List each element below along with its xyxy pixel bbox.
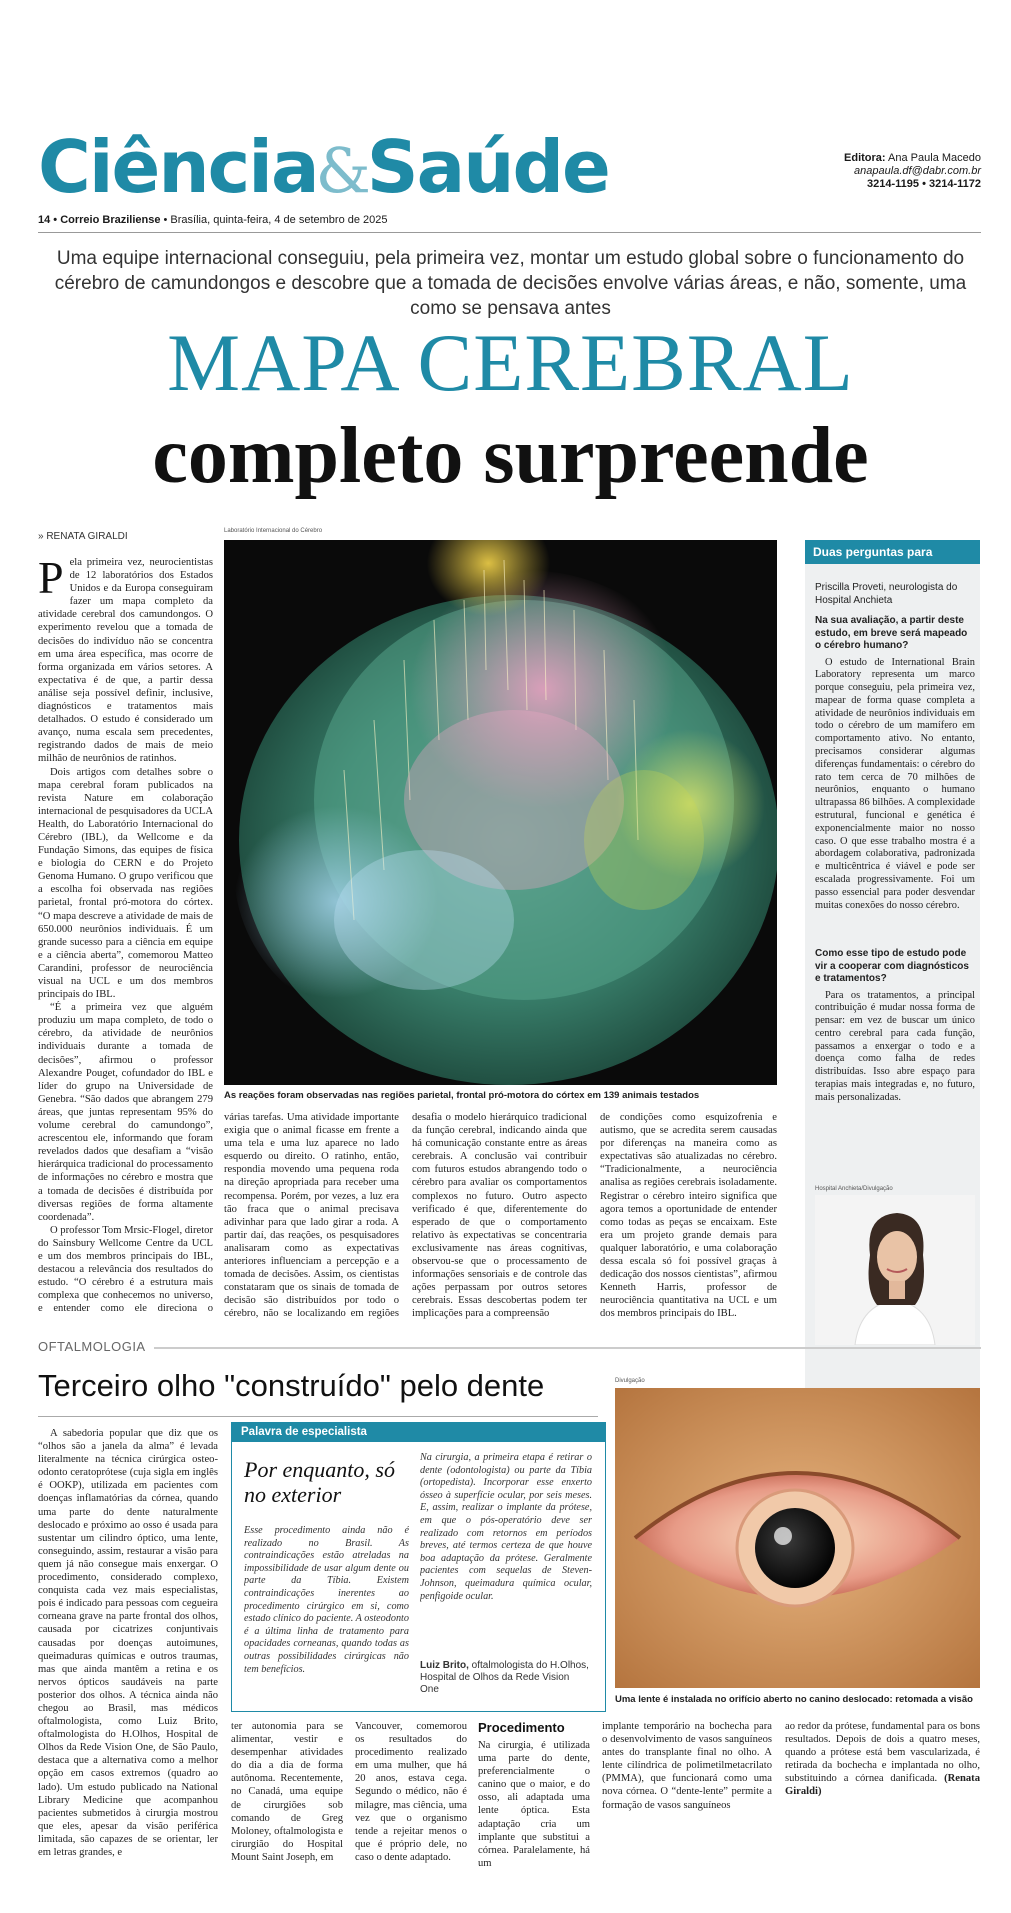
brain-image-caption: As reações foram observadas nas regiões parietal, frontal pró-motora do córtex em 139 animais testados <box>224 1090 700 1101</box>
col1-paragraph-4: O professor Tom Mrsic-Flogel, diretor do Sainsbury Wellcome Centre da UCL e um dos membros principais do IBL, destacou a relevância dos resultados do estudo. “O cérebro é a estrutura mais complexa que conhecemos no universo, e entender como ele direciona o <box>38 1224 213 1315</box>
eye-col1-text: A sabedoria popular que diz que os “olhos são a janela da alma” é levada literalmente na técnica cirúrgica osteo-odonto ceratoprótese (cuja sigla em inglês é OOKP), utilizada em pacientes com doenças inflamatórias da córnea, quando uma parte do dente naturalmente deslocado e próximo ao osso é usada para sustentar um cilindro óptico, uma lente, conseguindo, assim, restaurar a visão para quem já não consegue mais enxergar. O procedimento, considerado complexo, conquista cada vez mais especialistas, pois é indicado para pessoas com cegueira corneana grave na parte frontal dos olhos, causada por cicatrizes conjuntivais causadas por doenças autoimunes, queimaduras químicas e outros traumas, mas que ainda mantêm a retina e os nervos ópticos saudáveis na parte posterior dos olhos. A técnica ainda não chegou ao Brasil, mas médicos oftalmologista, como Luiz Brito, oftalmologista do H.Olhos, Hospital de Olhos da Rede Vision One, de São Paulo, destaca que a alternativa como a melhor opção em casos extremos (quadro ao lado). Um estudo publicado na National Library Medicine que acompanhou pacientes submetidos à cirurgia mostrou que eles, apesar da visão periférica limitada, são capazes de se orientar, ler em letras grandes, e <box>38 1428 218 1858</box>
eye-column-5 <box>602 1720 772 1900</box>
col1-paragraph-3: “É a primeira vez que alguém produziu um mapa completo, de todo o cérebro, da atividade de neurônios individuais durante a tomada de decisões”, afirmou o professor Alexandre Pouget, cofundador do IBL e líder do grupo na Universidade de Genebra. “São dados que abrangem 279 áreas, que juntas representam 95% do volume cerebral do camundongo”, acrescentou ele, informando que foram revelados dados que desafiam a “visão hierárquica tradicional do processamento de informações no cérebro e mostra que a tomada de decisões é distribuída por diversas regiões de forma altamente coordenada”. <box>38 1002 213 1223</box>
logo-ciencia: Ciência <box>38 125 318 209</box>
col2-text: várias tarefas. Uma atividade importante exigia que o animal ficasse em frente a uma tela e uma luz aparece no lado esquerdo ou direito. O ratinho, então, respondia movendo uma pequena roda na direção apropriada para receber uma recompensa. Porém, por vezes, a luz era tão fraca que o animal precisava adivinhar para que lado girar a roda. A partir daí, das reações, os pesquisadores analisaram como as expectativas anteriores influenciam a percepção e a tomada de decisões. Assim, os cientistas constataram que os sinais de tomada de decisão são distribuídos por todo o cérebro, não se localizando em regiões <box>224 1112 399 1320</box>
eye-column-6 <box>785 1720 980 1900</box>
portrait-credit: Hospital Anchieta/Divulgação <box>815 1186 893 1192</box>
interviewee: Priscilla Proveti, neurologista do Hospital Anchieta <box>815 582 958 606</box>
eye-column-4 <box>478 1720 590 1900</box>
editor-label: Editora: <box>844 152 886 164</box>
specialist-box-header: Palavra de especialista <box>231 1422 606 1442</box>
eye-col4-text: Na cirurgia, é utilizada uma parte do dente, preferencialmente o canino que o maior, e do osso, ali adaptada uma lente óptica. Esta adaptação cria um implante que substitui a córnea. Paralelamente, há um <box>478 1740 590 1869</box>
specialist-role: oftalmologista do H.Olhos, Hospital de Olhos da Rede Vision One <box>420 1660 589 1695</box>
eye-col6-signature: (Renata Giraldi) <box>785 1773 980 1798</box>
brain-image-credit: Laboratório Internacional do Cérebro <box>224 528 323 534</box>
specialist-signature <box>420 1660 590 1696</box>
main-column-4 <box>600 1111 777 1321</box>
logo-ampersand: & <box>315 134 369 207</box>
answer-1: O estudo de International Brain Laboratory representa um marco porque conseguiu, pela primeira vez, mapear de forma quase completa a atividade de neurônios individuais em todo o cérebro de um mamífero em comportamento ativo. No entanto, precisamos considerar algumas diferenças fundamentais: o cérebro do rato tem cerca de 70 milhões de neurônios, enquanto o humano ultrapassa 86 bilhões. A complexidade estrutural, funcional e genética é exponencialmente maior no nosso caso. O que esse trabalho mostra é a abordagem colaborativa, padronizada e multicêntrica é viável e pode ser escalada progressivamente. Foi um passo essencial para poder desvendar muitas conexões do nosso cérebro. <box>815 656 975 911</box>
editor-name: Ana Paula Macedo <box>888 152 981 164</box>
eye-image-caption: Uma lente é instalada no orifício aberto no canino deslocado: retomada a visão <box>615 1694 973 1705</box>
headline-line-2: completo surpreende <box>152 412 869 500</box>
interview-box-content-2 <box>815 940 975 1180</box>
eye-col3-text: Vancouver, comemorou os resultados do procedimento realizado em uma mulher, que há 20 anos, estava cega. Segundo o médico, não é milagre, mas ciência, uma vez que o organismo tende a rejeitar menos o que é próprio dele, no caso o dente adaptado. <box>355 1721 467 1863</box>
byline: » RENATA GIRALDI <box>38 531 128 542</box>
col1-paragraph-1: ela primeira vez, neurocientistas de 12 laboratórios dos Estados Unidos e da Europa conseguiram fazer um mapa completo da atividade cerebral dos camundongos. O experimento revelou que a tomada de decisões do indivíduo não se concentra em uma área específica, mas ocorre de forma organizada em vários setores. A expectativa é de que, a partir dessa análise seja possível definir, inclusive, diagnósticos e tratamentos mais detalhados. O estudo é considerado um avanço, numa escala sem precedentes, registrando dados de mais de meio milhão de neurônios de ratinhos. <box>38 557 213 765</box>
editor-phones: 3214-1195 • 3214-1172 <box>867 178 981 190</box>
eye-column-1 <box>38 1427 218 1897</box>
interview-box-header: Duas perguntas para <box>805 540 980 564</box>
section-divider <box>38 1347 981 1349</box>
col4-text: de condições como esquizofrenia e autismo, que se acredita serem causadas por diferenças na maneira como as expectativas são atualizadas no cérebro. “Tradicionalmente, a neurociência analisa as regiões cerebrais isoladamente. Registrar o cérebro inteiro significa que agora temos a oportunidade de entender como todas as peças se encaixam. Este era um projeto grande demais para qualquer laboratório, e uma colaboração dessa escala só foi possível graças à dedicação dos nossos cientistas”, afirmou Kenneth Harris, professor de neurociência quantitativa na UCL e um dos membros principais do IBL. <box>600 1112 777 1320</box>
eye-column-2 <box>231 1720 343 1900</box>
eye-col5-text: implante temporário na bochecha para o desenvolvimento de vasos sanguíneos antes do transplante final no olho. A lente cilíndrica de polimetilmetacrilato (PMMA), que funcionará como uma nova córnea. O “dente-lente” permite a formação de vasos sanguíneos <box>602 1721 772 1811</box>
question-2: Como esse tipo de estudo pode vir a cooperar com diagnósticos e tratamentos? <box>815 948 969 984</box>
question-1: Na sua avaliação, a partir deste estudo, em breve será mapeado o cérebro humano? <box>815 615 968 651</box>
eye-col6-text: ao redor da prótese, fundamental para os bons resultados. Depois de dois a quatro meses, quando a prótese está bem vascularizada, é retirada da bochecha e implantada no olho, substituindo a córnea danificada. <box>785 1721 980 1785</box>
portrait-photo <box>815 1195 975 1345</box>
main-column-2 <box>224 1111 399 1321</box>
main-column-1 <box>38 556 213 1316</box>
headline-underline <box>38 1416 598 1417</box>
eye-photo <box>615 1388 980 1688</box>
interview-box-content-1 <box>815 582 975 942</box>
specialist-name: Luiz Brito, <box>420 1660 469 1671</box>
section-logo <box>38 122 758 212</box>
specialist-paragraph-2: Na cirurgia, a primeira etapa é retirar o dente (odontologista) ou parte da Tíbia (ortopedista). Incorporar esse enxerto ósseo à superfície ocular, por seis meses. E, assim, realizar o implante da prótese, em que o pós-operatório deve ser realizado com retornos em períodos breves, até termos certeza de que houve boa adaptação da prótese. Geralmente pacientes com sequelas de Steven-Johnson, queimadura química ocular, penfigoide ocular. <box>420 1452 592 1602</box>
drop-cap: P <box>38 556 64 603</box>
col3-text: desafia o modelo hierárquico tradicional da função cerebral, indicando ainda que há comunicação constante entre as áreas cerebrais. A conclusão vai contribuir com futuros estudos abrangendo todo o cérebro para avaliar os comportamentos complexos no futuro. Outro aspecto verificado é que, diferentemente do esperado de que o comportamento relativo às expectativas se concentraria exclusivamente nas áreas cognitivas, observou-se que o processamento de informações sensoriais e de controle das ações perpassam por outros setores cerebrais. Essas descobertas podem ter implicações para a compreensão <box>412 1112 587 1320</box>
folio-page: 14 • Correio Braziliense <box>38 214 161 226</box>
specialist-title: Por enquanto, só no exterior <box>244 1457 395 1507</box>
section-label-oftalmologia: OFTALMOLOGIA <box>38 1339 154 1354</box>
answer-2: Para os tratamentos, a principal contribuição é mudar nossa forma de pensar: em vez de buscar um único centro cerebral para cada função, passamos a enxergar o todo e a doença como falha de redes distribuídas. Isso abre espaço para terapias mais integradas e, no futuro, mais personalizadas. <box>815 989 975 1103</box>
headline-line-1: MAPA CEREBRAL <box>167 317 854 408</box>
top-divider <box>38 232 981 233</box>
col1-paragraph-2: Dois artigos com detalhes sobre o mapa cerebral foram publicados na revista Nature em colaboração internacional de pesquisadores da UCLA Health, do Laboratório Internacional do Cérebro (IBL), da Wellcome e da Fundação Simons, das equipes de física e biologia do CERN e do Projeto Genoma Humano. O grupo verificou que a escolha foi observada nas regiões parietal, frontal pró-motora do córtex. “O mapa descreve a atividade de mais de 650.000 neurônios individuais. É um grande sucesso para a ciência em equipe e a ciência aberta”, comemorou Matteo Carandini, professor de neurociência visual na UCL e um dos membros principais do IBL. <box>38 766 213 1001</box>
eye-col2-text: ter autonomia para se alimentar, vestir e desempenhar atividades do dia a dia de forma autônoma. Recentemente, no Canadá, uma equipe de cirurgiões sob comando de Greg Moloney, oftalmologista e cirurgião do Hospital Mount Saint Joseph, em <box>231 1721 343 1863</box>
folio-date: • Brasília, quinta-feira, 4 de setembro de 2025 <box>160 214 388 226</box>
eye-image-credit: Divulgação <box>615 1378 645 1384</box>
eye-column-3 <box>355 1720 467 1900</box>
editor-email[interactable]: anapaula.df@dabr.com.br <box>854 165 981 177</box>
brain-map-image <box>224 540 777 1085</box>
eye-story-headline: Terceiro olho "construído" pelo dente <box>38 1368 545 1403</box>
main-column-3 <box>412 1111 587 1321</box>
specialist-paragraph-1: Esse procedimento ainda não é realizado no Brasil. As contraindicações estão atreladas na impossibilidade de usar algum dente ou parte da Tíbia. Existem contraindicações inerentes ao procedimento cirúrgico em si, como estado clínico do paciente. A osteodonto é a última linha de tratamento para opacidades corneanas, quando todas as outras possibilidades cirúrgicas não tem benefícios. <box>244 1525 409 1675</box>
folio <box>38 214 388 226</box>
editor-info <box>844 152 981 191</box>
subhead-procedimento: Procedimento <box>478 1720 565 1735</box>
logo-saude: Saúde <box>366 125 609 209</box>
deck-text: Uma equipe internacional conseguiu, pela primeira vez, montar um estudo global sobre o funcionamento do cérebro de camundongos e descobre que a tomada de decisões envolve várias áreas, e não, somente, uma como se pensava antes <box>54 248 967 319</box>
